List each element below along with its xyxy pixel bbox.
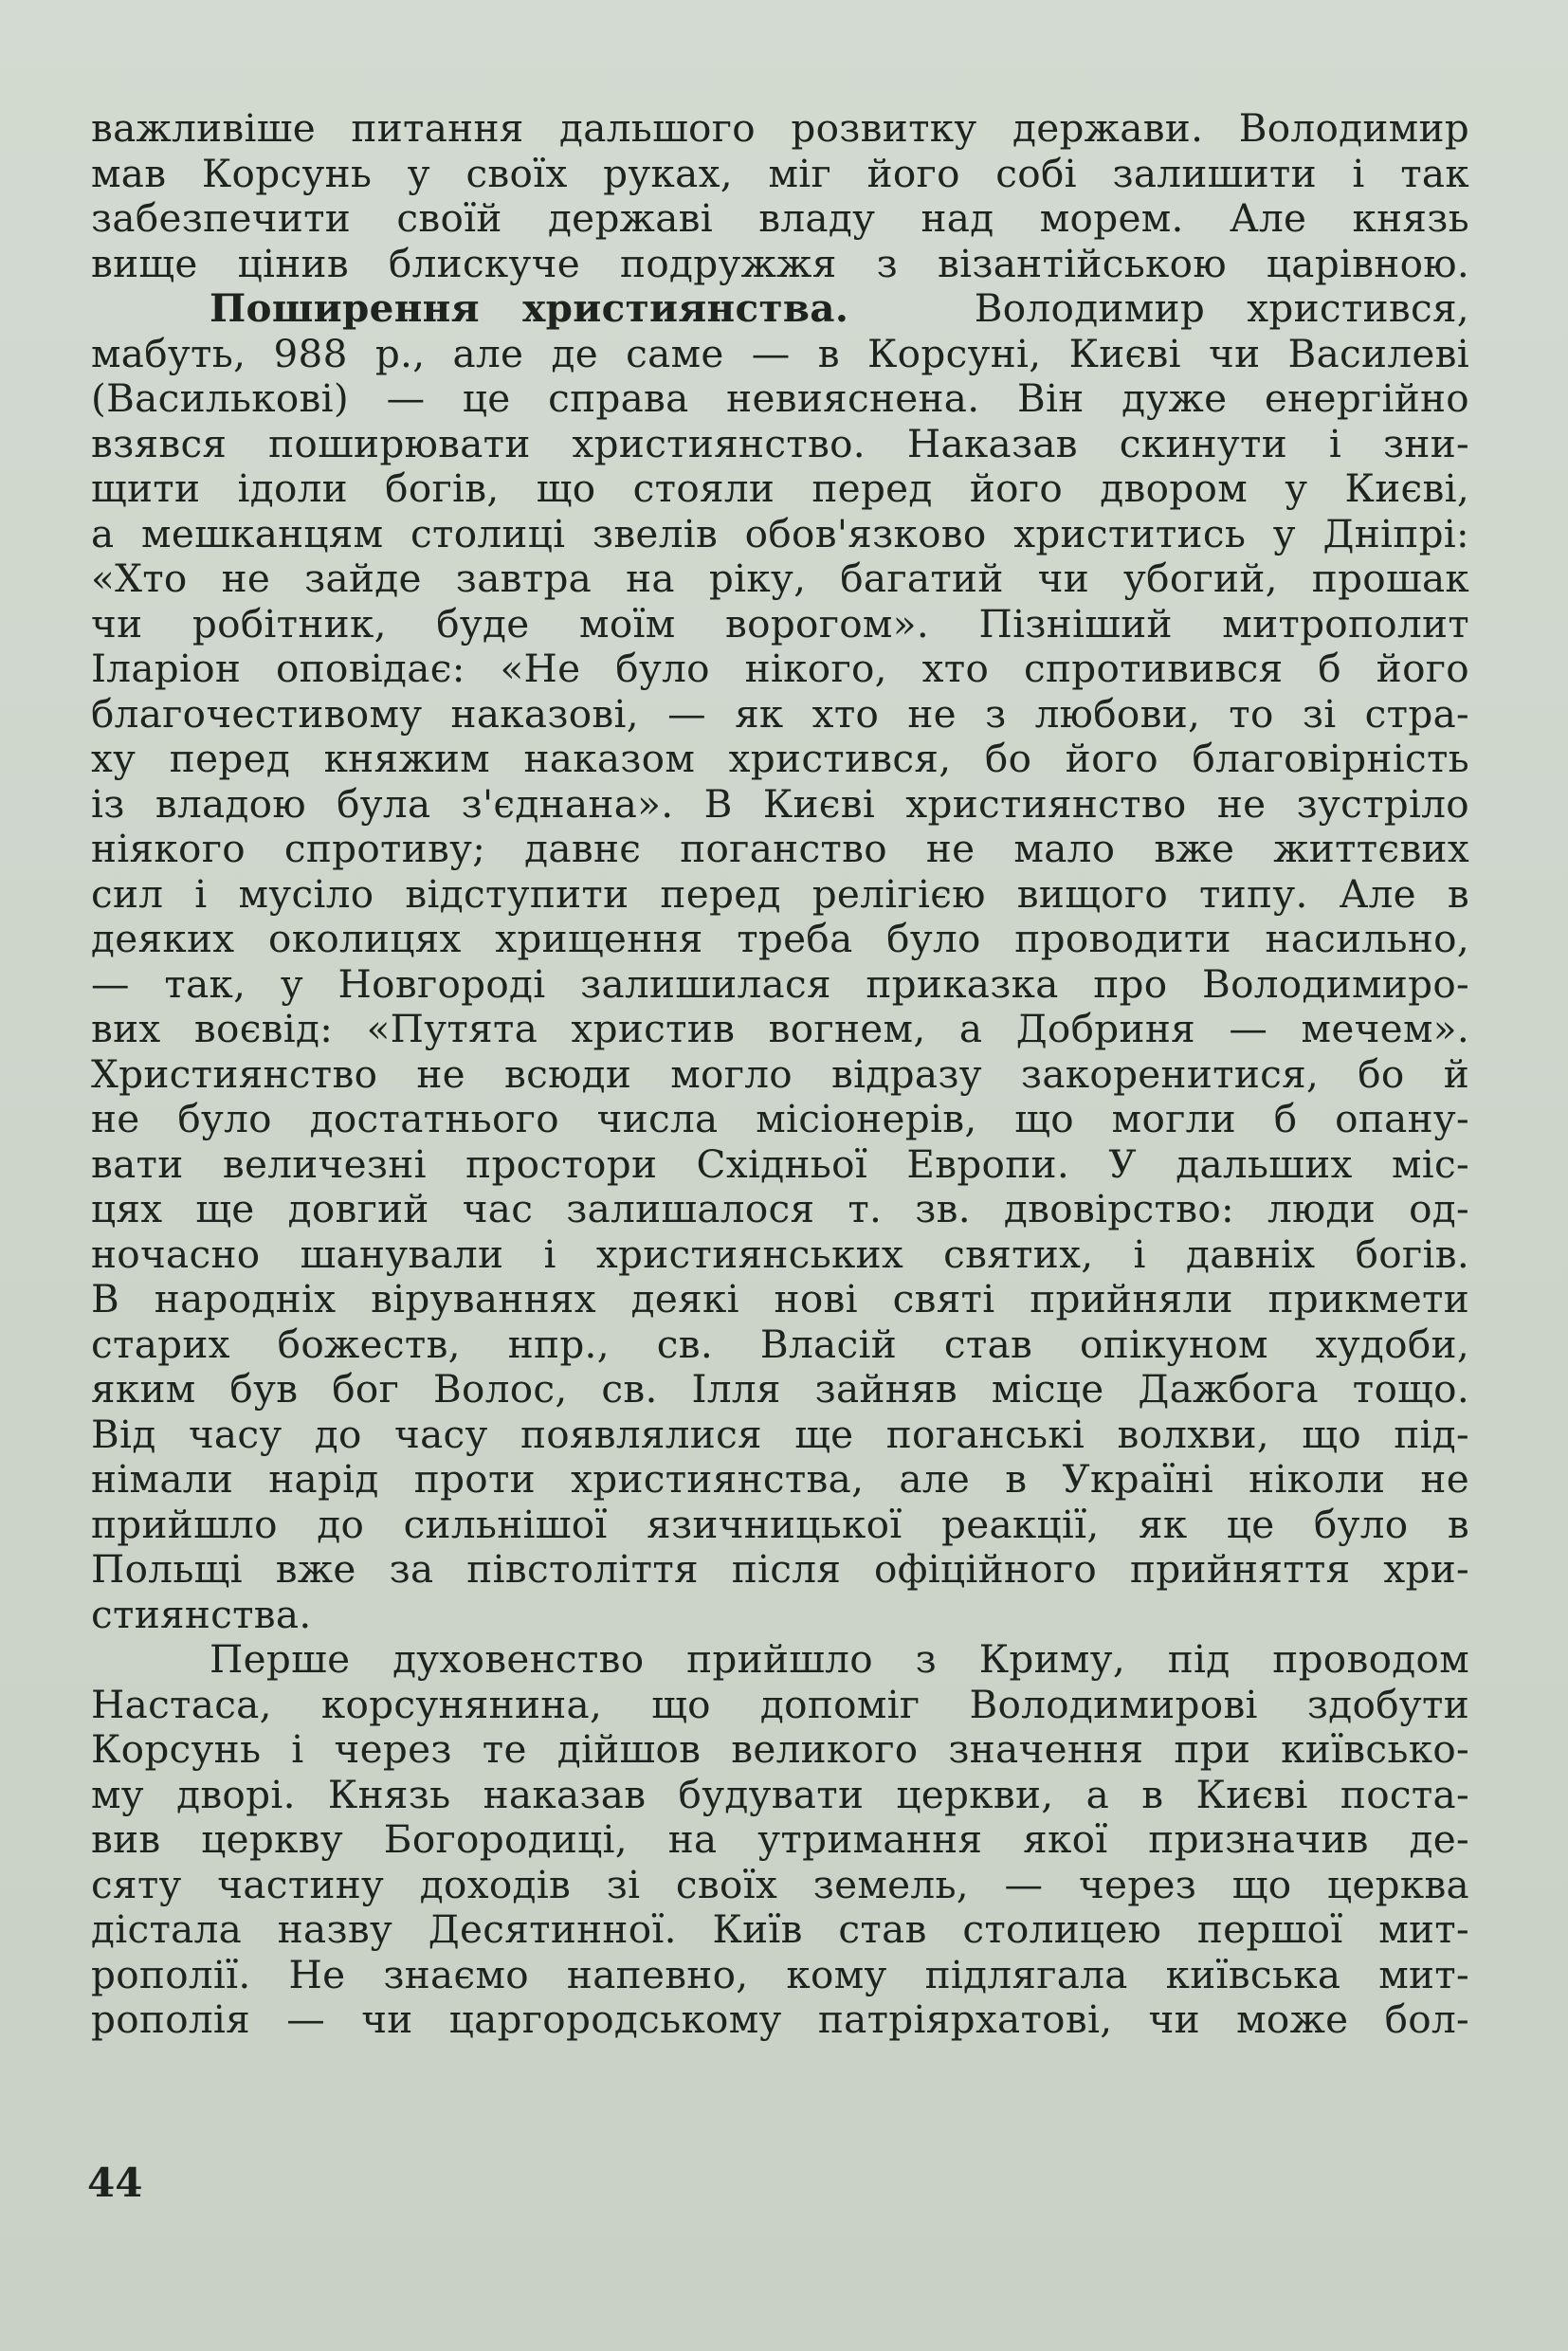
text-line: чи робітник, буде моїм ворогом». Пізніший митрополит (91, 600, 1469, 647)
text-line: Іларіон оповідає: «Не було нікого, хто спротивився б його (91, 646, 1469, 691)
page-number: 44 (87, 2160, 143, 2206)
text-line: деяких околицях хрищення треба було проводити насильно, (91, 916, 1469, 961)
text-line: вих воєвід: «Путята христив вогнем, а Добриня — мечем». (91, 1006, 1469, 1051)
text-line: важливіше питання дальшого розвитку держави. Володимир (91, 105, 1469, 151)
text-line: ху перед княжим наказом христився, бо його благовірність (91, 736, 1469, 781)
text-line: сяту частину доходів зі своїх земель, — через що церква (91, 1861, 1469, 1907)
text-line: щити ідоли богів, що стояли перед його двором у Києві, (91, 465, 1469, 511)
paragraph-1 (91, 106, 1469, 286)
text-line: вив церкву Богородиці, на утримання якої призначив де- (91, 1816, 1469, 1862)
paragraph-3 (91, 1637, 1469, 2043)
text-line: мав Корсунь у своїх руках, міг його собі залишити і так (91, 150, 1469, 196)
text-line: взявся поширювати християнство. Наказав скинути і зни- (91, 420, 1469, 466)
text-line: вище цінив блискуче подружжя з візантійською царівною. (91, 240, 1469, 286)
text-line: сил і мусіло відступити перед релігією вищого типу. Але в (91, 870, 1469, 917)
text-line: а мешканцям столиці звелів обов'язково христитись у Дніпрі: (91, 510, 1469, 556)
section-heading: Поширення християнства. (210, 285, 849, 331)
text-line: стиянства. (91, 1591, 312, 1637)
body-text (91, 106, 1469, 2043)
text-line: Польщі вже за півстоліття після офіційного прийняття хри- (91, 1546, 1469, 1592)
text-line: «Хто не зайде завтра на ріку, багатий чи убогий, прошак (91, 556, 1469, 601)
text-line: (Василькові) — це справа невияснена. Він дуже енергійно (91, 375, 1469, 421)
text-line: му дворі. Князь наказав будувати церкви, а в Києві поста- (91, 1771, 1469, 1817)
text-line: Настаса, корсунянина, що допоміг Володимирові здобути (91, 1681, 1469, 1727)
paragraph-2 (91, 286, 1469, 1637)
text-line: Корсунь і через те дійшов великого значення при київсько- (91, 1726, 1469, 1772)
text-line: Християнство не всюди могло відразу закоренитися, бо й (91, 1050, 1469, 1097)
text-line: В народніх віруваннях деякі нові святі прийняли прикмети (91, 1276, 1469, 1321)
text-line-with-heading (91, 286, 1469, 332)
text-line: цях ще довгий час залишалося т. зв. двовірство: люди од- (91, 1186, 1469, 1231)
text-line: старих божеств, нпр., св. Власій став опікуном худоби, (91, 1321, 1469, 1367)
text-line: вати величезні простори Східньої Европи. У дальших міс- (91, 1140, 1469, 1187)
text-line: забезпечити своїй державі владу над морем. Але князь (91, 195, 1469, 241)
text-line: Від часу до часу появлялися ще поганські волхви, що під- (91, 1411, 1469, 1457)
text-line: рополії. Не знаємо напевно, кому підлягала київська мит- (91, 1951, 1469, 1997)
text-line: ніякого спротиву; давнє поганство не мало вже життєвих (91, 826, 1469, 871)
text-line: рополія — чи царгородському патріярхатові, чи може бол- (91, 1996, 1469, 2042)
text-line: благочестивому наказові, — як хто не з любови, то зі стра- (91, 690, 1469, 737)
text-line: ночасно шанували і християнських святих, і давніх богів. (91, 1230, 1469, 1277)
text-line: німали нарід проти християнства, але в Україні ніколи не (91, 1456, 1469, 1502)
text-line: Перше духовенство прийшло з Криму, під проводом (210, 1636, 1469, 1682)
text-line: — так, у Новгороді залишилася приказка про Володимиро- (91, 960, 1469, 1007)
text-line: прийшло до сильнішої язичницької реакції, як це було в (91, 1501, 1469, 1547)
text-fragment: Володимир христився, (974, 285, 1469, 331)
text-line: яким був бог Волос, св. Ілля зайняв місце Дажбога тощо. (91, 1366, 1469, 1412)
text-line: дістала назву Десятинної. Київ став столицею першої мит- (91, 1906, 1469, 1952)
text-line: із владою була з'єднана». В Києві християнство не зустріло (91, 780, 1469, 827)
text-line: не було достатнього числа місіонерів, що могли б опану- (91, 1096, 1469, 1141)
text-line: мабуть, 988 р., але де саме — в Корсуні, Києві чи Василеві (91, 330, 1469, 376)
